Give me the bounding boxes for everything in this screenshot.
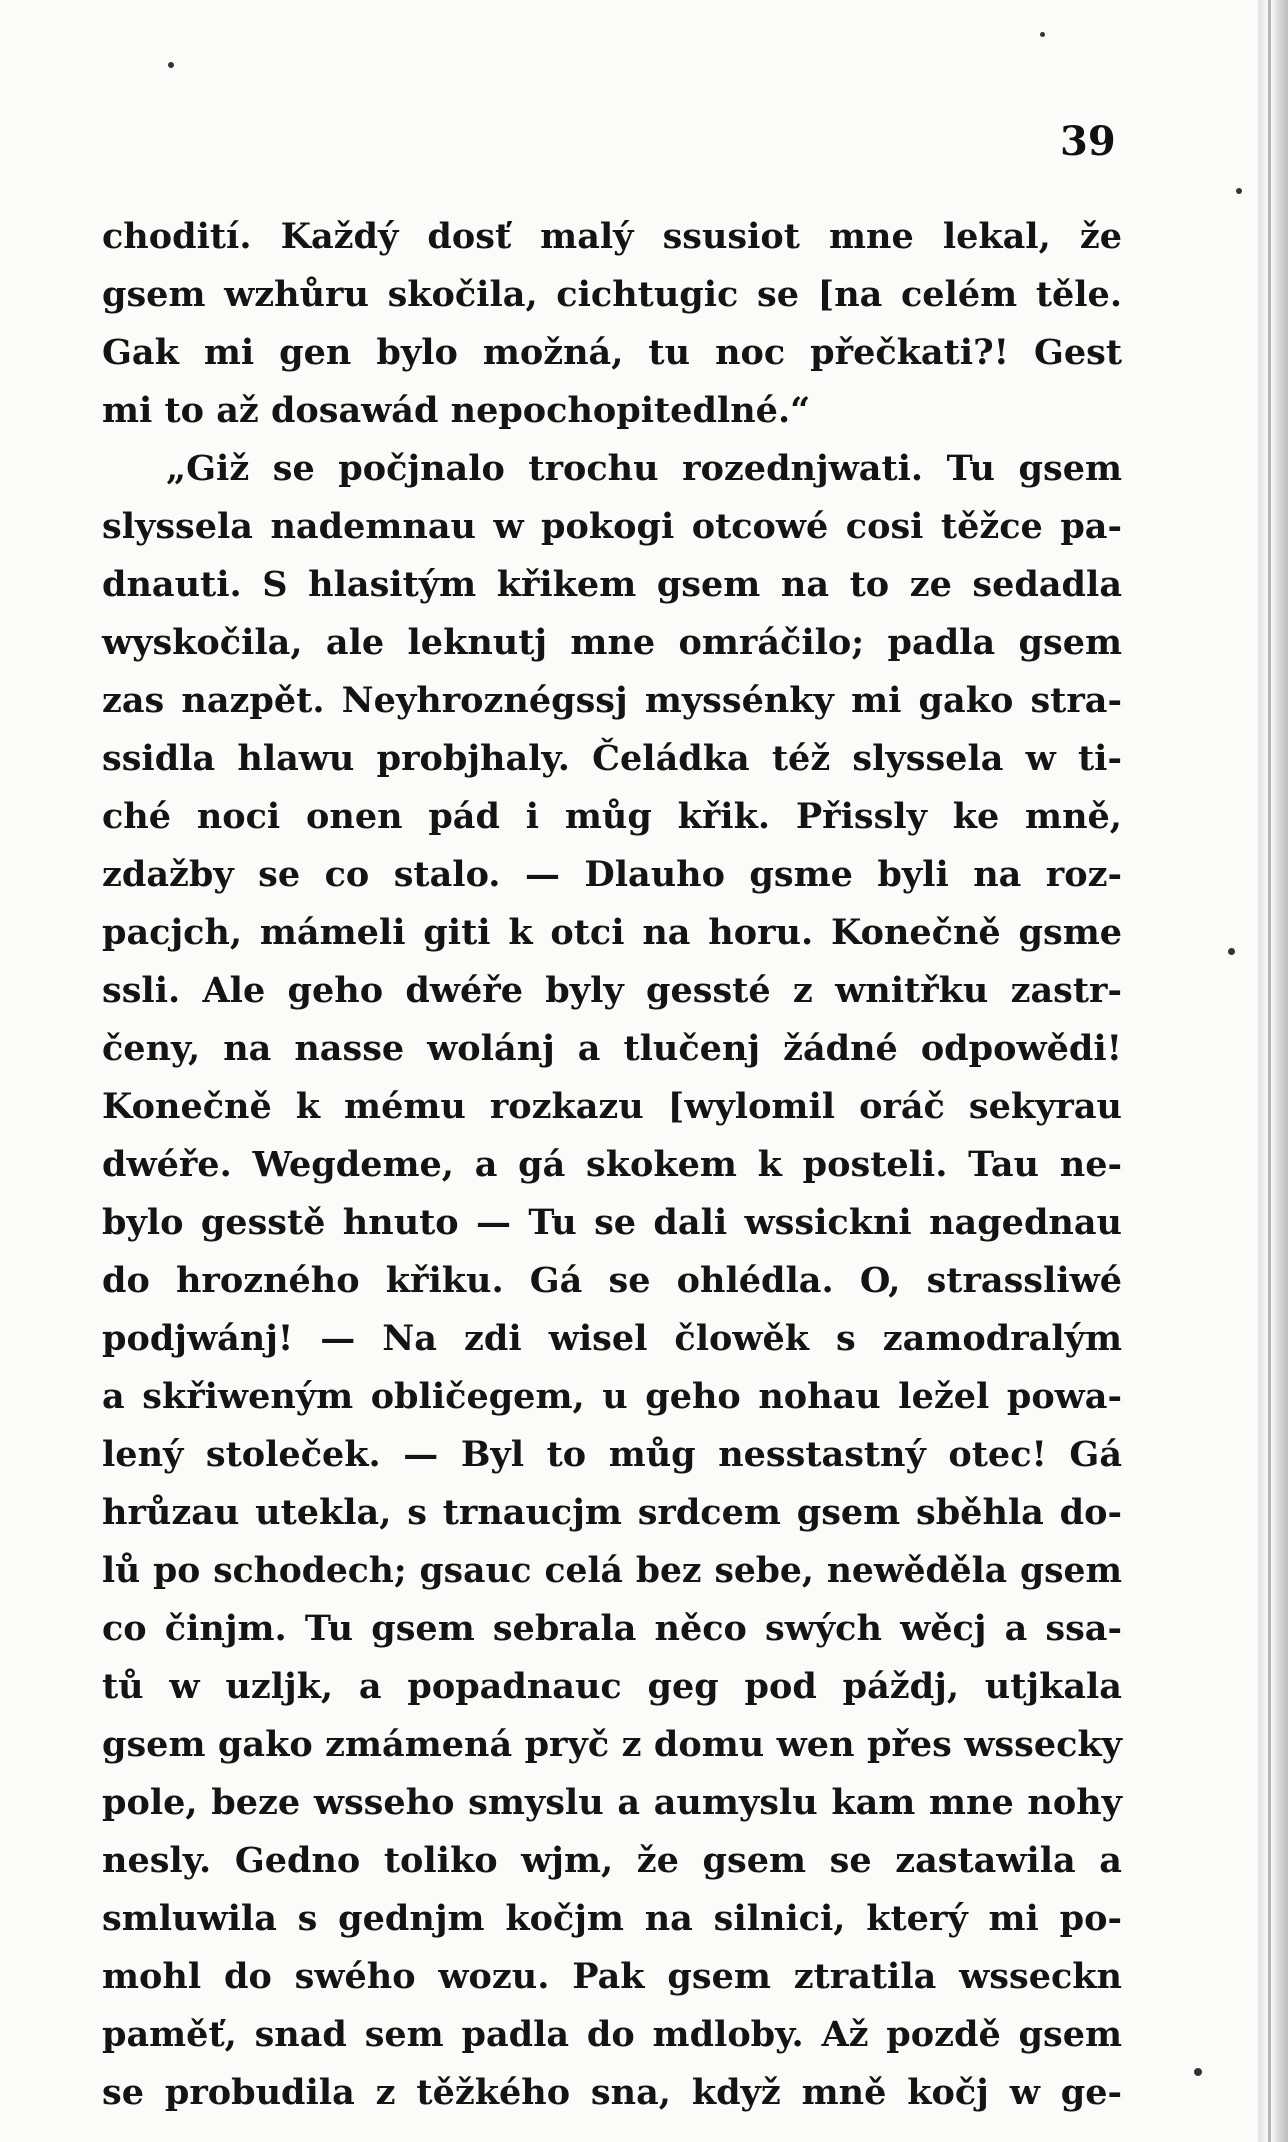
text-line: zas nazpět. Neyhroznégssj myssénky mi gako stra- <box>102 680 1122 721</box>
text-line: smluwila s gednjm kočjm na silnici, který mi po- <box>102 1898 1122 1939</box>
text-line: ssli. Ale geho dwéře byly gessté z wnitřku zastr- <box>102 970 1122 1011</box>
text-line: bylo gesstě hnuto — Tu se dali wssickni nagednau <box>102 1202 1122 1243</box>
ink-speck <box>168 62 174 68</box>
text-line: lů po schodech; gsauc celá bez sebe, newěděla gsem <box>102 1551 1122 1591</box>
text-line: co činjm. Tu gsem sebrala něco swých wěcj a ssa- <box>102 1608 1122 1649</box>
text-line: dwéře. Wegdeme, a gá skokem k posteli. Tau ne- <box>102 1144 1122 1185</box>
page-edge-shadow <box>1258 0 1288 2142</box>
text-line: paměť, snad sem padla do mdloby. Až pozdě gsem <box>102 2014 1122 2055</box>
text-line: lený stoleček. — Byl to můg nesstastný otec! Gá <box>102 1434 1122 1475</box>
text-line: se probudila z těžkého sna, když mně kočj w ge- <box>102 2072 1122 2113</box>
text-line: pole, beze wsseho smyslu a aumyslu kam mne nohy <box>102 1782 1122 1823</box>
text-line: tů w uzljk, a popadnauc geg pod páždj, utjkala <box>102 1666 1122 1707</box>
ink-speck <box>1236 188 1242 194</box>
text-line: slyssela nademnau w pokogi otcowé cosi těžce pa- <box>102 506 1122 547</box>
text-line: Gak mi gen bylo možná, tu noc přečkati?! Gest <box>102 332 1122 373</box>
body-text <box>102 208 1122 2122</box>
text-line: ssidla hlawu probjhaly. Čeládka též slyssela w ti- <box>102 738 1122 779</box>
text-line: wyskočila, ale leknutj mne omráčilo; padla gsem <box>102 622 1122 663</box>
text-line: pacjch, mámeli giti k otci na horu. Konečně gsme <box>102 912 1122 953</box>
text-line: gsem gako zmámená pryč z domu wen přes wssecky <box>102 1724 1122 1765</box>
text-line: čeny, na nasse wolánj a tlučenj žádné odpowědi! <box>102 1028 1122 1069</box>
text-line: podjwánj! — Na zdi wisel člowěk s zamodralým <box>102 1318 1122 1359</box>
text-line: a skřiweným obličegem, u geho nohau ležel powa- <box>102 1376 1122 1417</box>
text-line: do hrozného křiku. Gá se ohlédla. O, strassliwé <box>102 1260 1122 1301</box>
text-line: mohl do swého wozu. Pak gsem ztratila wsseckn <box>102 1956 1122 1997</box>
text-line: dnauti. S hlasitým křikem gsem na to ze sedadla <box>102 564 1122 605</box>
text-line: nesly. Gedno toliko wjm, že gsem se zastawila a <box>102 1840 1122 1881</box>
text-line: chodití. Každý dosť malý ssusiot mne lekal, že <box>102 216 1122 257</box>
ink-speck <box>1040 32 1045 37</box>
text-line: zdažby se co stalo. — Dlauho gsme byli na roz- <box>102 854 1122 895</box>
text-line: „Giž se počjnalo trochu rozednjwati. Tu gsem <box>166 448 1122 489</box>
text-line: gsem wzhůru skočila, cichtugic se [na celém těle. <box>102 274 1122 315</box>
ink-speck <box>1194 2068 1202 2076</box>
text-line: Konečně k mému rozkazu [wylomil oráč sekyrau <box>102 1086 1122 1127</box>
ink-speck <box>1228 948 1235 955</box>
text-line: ché noci onen pád i můg křik. Přissly ke mně, <box>102 796 1122 837</box>
page-number: 39 <box>1060 118 1116 165</box>
text-line: mi to až dosawád nepochopitedlné.“ <box>102 390 811 431</box>
text-line: hrůzau utekla, s trnaucjm srdcem gsem sběhla do- <box>102 1492 1122 1533</box>
